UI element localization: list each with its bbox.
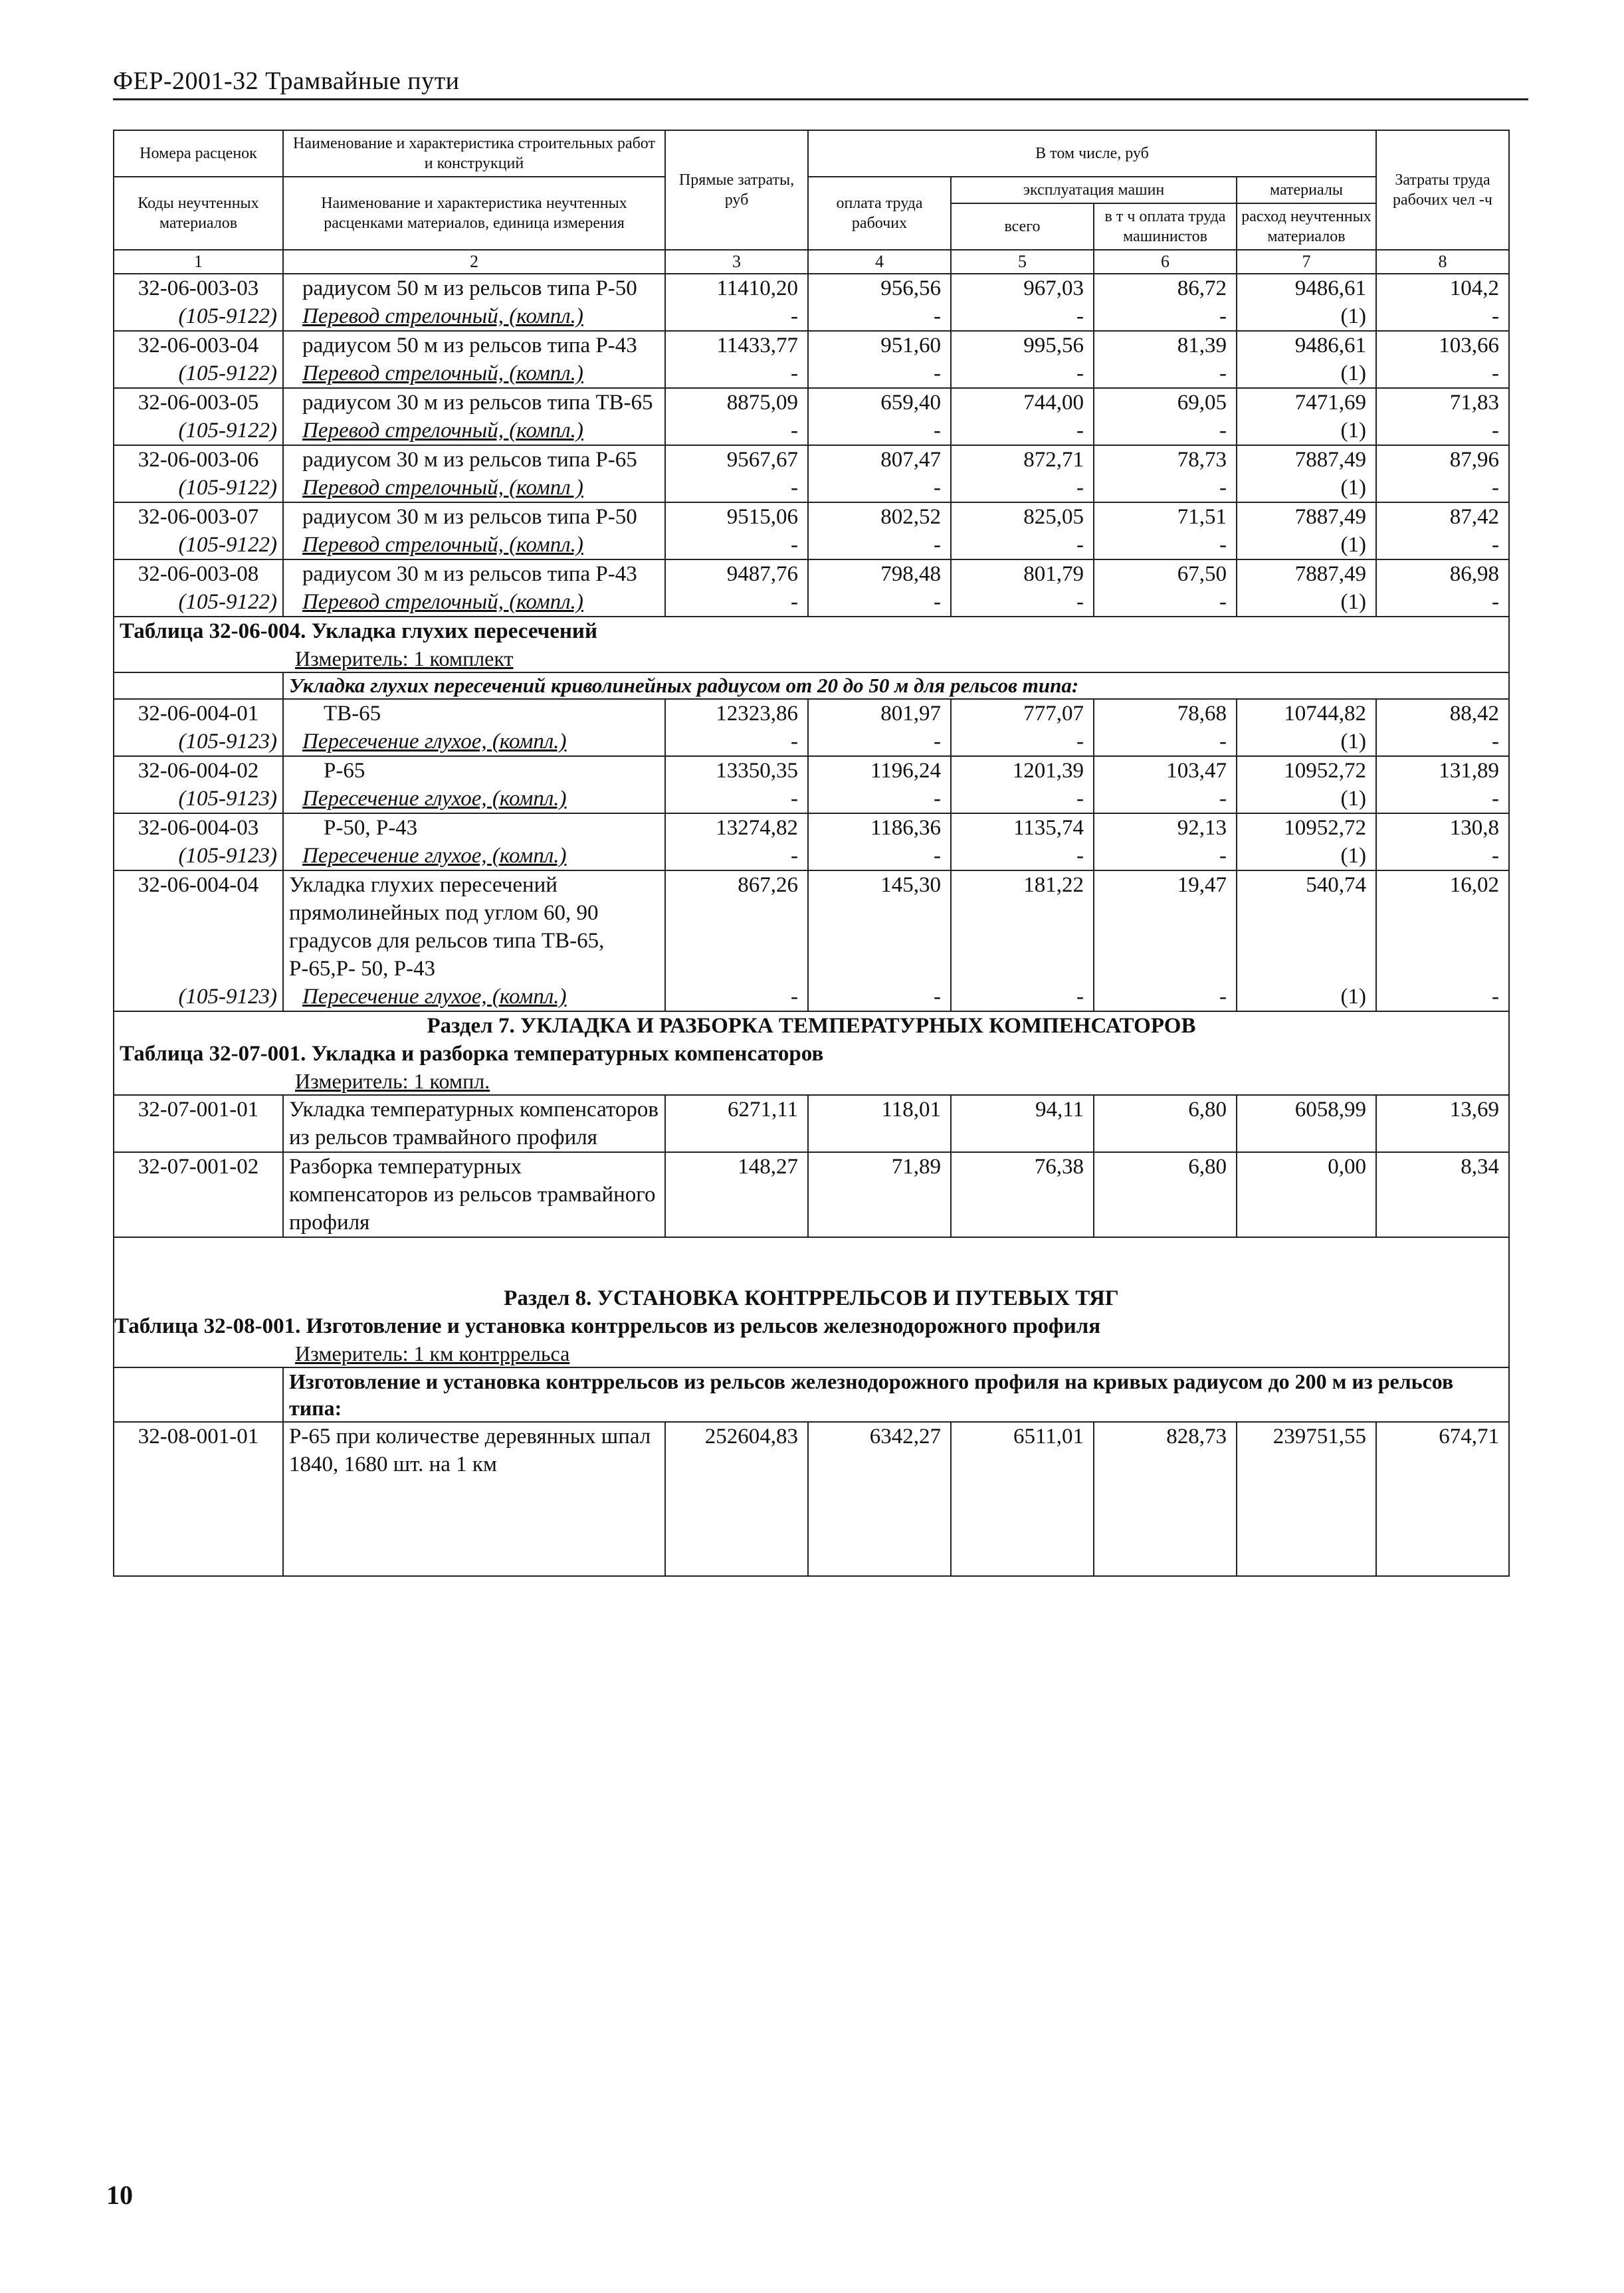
labor-cost: 801,97 <box>808 699 951 728</box>
material-hours: - <box>1376 785 1509 813</box>
direct-cost: 11410,20 <box>665 274 808 302</box>
material-row <box>114 302 1509 331</box>
material-code: (105-9123) <box>114 728 283 756</box>
machine-cost: 995,56 <box>951 331 1094 359</box>
machine-cost: 825,05 <box>951 502 1094 531</box>
material-description <box>283 588 665 617</box>
th-machine-total: всего <box>951 203 1094 250</box>
labor-cost: 798,48 <box>808 559 951 588</box>
rate-code: 32-07-001-01 <box>114 1095 283 1152</box>
table-row <box>114 1095 1509 1152</box>
materials-cost: 10744,82 <box>1237 699 1376 728</box>
material-driver: - <box>1094 417 1237 445</box>
material-direct: - <box>665 302 808 331</box>
col-number: 5 <box>951 250 1094 274</box>
materials-cost: 540,74 <box>1237 870 1376 983</box>
material-code: (105-9122) <box>114 474 283 502</box>
header-rule <box>113 98 1528 100</box>
work-description: Разборка температурных компенсаторов из рельсов трамвайного профиля <box>283 1152 665 1237</box>
table-row <box>114 870 1509 983</box>
materials-cost: 10952,72 <box>1237 756 1376 785</box>
labor-cost: 6342,27 <box>808 1422 951 1576</box>
material-direct: - <box>665 983 808 1011</box>
materials-cost: 239751,55 <box>1237 1422 1376 1576</box>
col-number: 1 <box>114 250 283 274</box>
materials-cost: 9486,61 <box>1237 274 1376 302</box>
material-direct: - <box>665 785 808 813</box>
subtitle-spacer <box>114 672 283 699</box>
machine-cost: 76,38 <box>951 1152 1094 1237</box>
material-hours: - <box>1376 359 1509 388</box>
labor-hours: 104,2 <box>1376 274 1509 302</box>
material-labor: - <box>808 983 951 1011</box>
direct-cost: 8875,09 <box>665 388 808 417</box>
col-number: 4 <box>808 250 951 274</box>
labor-hours: 131,89 <box>1376 756 1509 785</box>
machine-cost: 1201,39 <box>951 756 1094 785</box>
labor-hours: 130,8 <box>1376 813 1509 842</box>
material-description <box>283 474 665 502</box>
material-labor: - <box>808 474 951 502</box>
driver-cost: 92,13 <box>1094 813 1237 842</box>
th-work-name: Наименование и характеристика строительных работ и конструкций <box>283 130 665 177</box>
material-machine: - <box>951 983 1094 1011</box>
rate-code: 32-06-003-04 <box>114 331 283 359</box>
work-description: Р-65 <box>283 756 665 785</box>
measure-label: Измеритель: 1 км контррельса <box>295 1342 570 1365</box>
material-labor: - <box>808 842 951 870</box>
th-machine-operation: эксплуатация машин <box>951 177 1237 203</box>
materials-cost: 0,00 <box>1237 1152 1376 1237</box>
material-quantity: (1) <box>1237 359 1376 388</box>
work-description: радиусом 30 м из рельсов типа Р-65 <box>283 445 665 474</box>
subtitle-row <box>114 672 1509 699</box>
th-rate-number: Номера расценок <box>114 130 283 177</box>
material-machine: - <box>951 474 1094 502</box>
labor-hours: 71,83 <box>1376 388 1509 417</box>
machine-cost: 744,00 <box>951 388 1094 417</box>
th-materials: материалы <box>1237 177 1376 203</box>
material-row <box>114 983 1509 1011</box>
table-row <box>114 813 1509 842</box>
material-quantity: (1) <box>1237 728 1376 756</box>
material-direct: - <box>665 417 808 445</box>
materials-cost: 7887,49 <box>1237 502 1376 531</box>
material-driver: - <box>1094 785 1237 813</box>
measure-label: Измеритель: 1 компл. <box>295 1069 490 1093</box>
material-direct: - <box>665 842 808 870</box>
driver-cost: 67,50 <box>1094 559 1237 588</box>
measure-row <box>114 1340 1509 1367</box>
measure-row <box>114 645 1509 672</box>
work-description: радиусом 50 м из рельсов типа Р-50 <box>283 274 665 302</box>
material-name: Перевод стрелочный, (компл.) <box>302 361 583 385</box>
table-row <box>114 274 1509 302</box>
table-row <box>114 1422 1509 1576</box>
labor-cost: 1196,24 <box>808 756 951 785</box>
work-description: ТВ-65 <box>283 699 665 728</box>
labor-hours: 8,34 <box>1376 1152 1509 1237</box>
machine-cost: 967,03 <box>951 274 1094 302</box>
material-name: Пересечение глухое, (компл.) <box>302 844 567 868</box>
material-description <box>283 302 665 331</box>
material-machine: - <box>951 588 1094 617</box>
th-labor-hours: Затраты труда рабочих чел -ч <box>1376 130 1509 250</box>
driver-cost: 828,73 <box>1094 1422 1237 1576</box>
col-number: 2 <box>283 250 665 274</box>
material-hours: - <box>1376 983 1509 1011</box>
th-direct-costs: Прямые затраты, руб <box>665 130 808 250</box>
work-description: радиусом 50 м из рельсов типа Р-43 <box>283 331 665 359</box>
material-name: Перевод стрелочный, (компл.) <box>302 590 583 614</box>
material-description <box>283 785 665 813</box>
rate-code: 32-06-004-02 <box>114 756 283 785</box>
driver-cost: 69,05 <box>1094 388 1237 417</box>
labor-hours: 16,02 <box>1376 870 1509 983</box>
machine-cost: 872,71 <box>951 445 1094 474</box>
direct-cost: 867,26 <box>665 870 808 983</box>
table-row <box>114 388 1509 417</box>
material-description <box>283 359 665 388</box>
table-row <box>114 331 1509 359</box>
material-labor: - <box>808 785 951 813</box>
material-driver: - <box>1094 531 1237 559</box>
driver-cost: 86,72 <box>1094 274 1237 302</box>
material-direct: - <box>665 531 808 559</box>
labor-hours: 87,42 <box>1376 502 1509 531</box>
measure-label: Измеритель: 1 комплект <box>295 647 514 670</box>
material-code: (105-9122) <box>114 531 283 559</box>
labor-cost: 1186,36 <box>808 813 951 842</box>
machine-cost: 94,11 <box>951 1095 1094 1152</box>
machine-cost: 1135,74 <box>951 813 1094 842</box>
material-row <box>114 785 1509 813</box>
material-hours: - <box>1376 302 1509 331</box>
th-driver-wages: в т ч оплата труда машинистов <box>1094 203 1237 250</box>
labor-hours: 103,66 <box>1376 331 1509 359</box>
direct-cost: 252604,83 <box>665 1422 808 1576</box>
table-subtitle: Изготовление и установка контррельсов из рельсов железнодорожного профиля на кривых радиусом до 200 м из рельсов типа: <box>283 1367 1509 1422</box>
material-name: Перевод стрелочный, (компл.) <box>302 419 583 443</box>
material-row <box>114 531 1509 559</box>
material-labor: - <box>808 588 951 617</box>
labor-cost: 951,60 <box>808 331 951 359</box>
measure-cell <box>114 1068 1509 1095</box>
driver-cost: 6,80 <box>1094 1095 1237 1152</box>
material-code: (105-9122) <box>114 302 283 331</box>
material-driver: - <box>1094 983 1237 1011</box>
material-direct: - <box>665 588 808 617</box>
table-header <box>114 130 1509 274</box>
material-row <box>114 359 1509 388</box>
materials-cost: 7471,69 <box>1237 388 1376 417</box>
material-name: Пересечение глухое, (компл.) <box>302 985 567 1009</box>
page-number: 10 <box>106 2180 133 2210</box>
table-title-row <box>114 1312 1509 1340</box>
material-description <box>283 983 665 1011</box>
direct-cost: 6271,11 <box>665 1095 808 1152</box>
subtitle-row <box>114 1367 1509 1422</box>
material-code: (105-9122) <box>114 359 283 388</box>
material-machine: - <box>951 359 1094 388</box>
material-quantity: (1) <box>1237 417 1376 445</box>
table-title-row <box>114 617 1509 645</box>
page-header-title: ФЕР-2001-32 Трамвайные пути <box>113 67 460 95</box>
th-material-names: Наименование и характеристика неучтенных расценками материалов, единица измерения <box>283 177 665 250</box>
measure-cell <box>114 1340 1509 1367</box>
direct-cost: 13274,82 <box>665 813 808 842</box>
driver-cost: 19,47 <box>1094 870 1237 983</box>
machine-cost: 801,79 <box>951 559 1094 588</box>
material-labor: - <box>808 359 951 388</box>
measure-row <box>114 1068 1509 1095</box>
work-description: Укладка температурных компенсаторов из рельсов трамвайного профиля <box>283 1095 665 1152</box>
material-labor: - <box>808 531 951 559</box>
material-description <box>283 728 665 756</box>
material-code: (105-9123) <box>114 842 283 870</box>
work-description: радиусом 30 м из рельсов типа ТВ-65 <box>283 388 665 417</box>
material-quantity: (1) <box>1237 588 1376 617</box>
material-row <box>114 474 1509 502</box>
material-labor: - <box>808 302 951 331</box>
rate-code: 32-08-001-01 <box>114 1422 283 1576</box>
material-code: (105-9122) <box>114 588 283 617</box>
rate-code: 32-06-003-05 <box>114 388 283 417</box>
section-title-row <box>114 1237 1509 1312</box>
material-quantity: (1) <box>1237 531 1376 559</box>
material-name: Пересечение глухое, (компл.) <box>302 787 567 811</box>
material-code: (105-9123) <box>114 983 283 1011</box>
material-quantity: (1) <box>1237 842 1376 870</box>
material-driver: - <box>1094 302 1237 331</box>
col-number: 6 <box>1094 250 1237 274</box>
labor-hours: 86,98 <box>1376 559 1509 588</box>
material-name: Перевод стрелочный, (компл ) <box>302 476 583 500</box>
material-hours: - <box>1376 842 1509 870</box>
material-row <box>114 728 1509 756</box>
labor-cost: 956,56 <box>808 274 951 302</box>
material-row <box>114 417 1509 445</box>
table-row <box>114 445 1509 474</box>
section-title: Раздел 7. УКЛАДКА И РАЗБОРКА ТЕМПЕРАТУРНЫХ КОМПЕНСАТОРОВ <box>114 1011 1509 1040</box>
material-quantity: (1) <box>1237 474 1376 502</box>
th-material-codes: Коды неучтенных материалов <box>114 177 283 250</box>
material-code: (105-9123) <box>114 785 283 813</box>
driver-cost: 81,39 <box>1094 331 1237 359</box>
material-direct: - <box>665 474 808 502</box>
rate-code: 32-06-004-04 <box>114 870 283 983</box>
table-title: Таблица 32-06-004. Укладка глухих пересечений <box>114 617 1509 645</box>
direct-cost: 13350,35 <box>665 756 808 785</box>
material-name: Пересечение глухое, (компл.) <box>302 730 567 753</box>
material-driver: - <box>1094 588 1237 617</box>
driver-cost: 78,73 <box>1094 445 1237 474</box>
work-description: Р-50, Р-43 <box>283 813 665 842</box>
materials-cost: 7887,49 <box>1237 559 1376 588</box>
driver-cost: 103,47 <box>1094 756 1237 785</box>
materials-cost: 7887,49 <box>1237 445 1376 474</box>
table-subtitle: Укладка глухих пересечений криволинейных радиусом от 20 до 50 м для рельсов типа: <box>283 672 1509 699</box>
direct-cost: 9567,67 <box>665 445 808 474</box>
material-driver: - <box>1094 359 1237 388</box>
labor-cost: 659,40 <box>808 388 951 417</box>
driver-cost: 6,80 <box>1094 1152 1237 1237</box>
col-number: 8 <box>1376 250 1509 274</box>
labor-hours: 674,71 <box>1376 1422 1509 1576</box>
subtitle-spacer <box>114 1367 283 1422</box>
material-driver: - <box>1094 474 1237 502</box>
table-row <box>114 502 1509 531</box>
direct-cost: 148,27 <box>665 1152 808 1237</box>
material-description <box>283 531 665 559</box>
labor-hours: 87,96 <box>1376 445 1509 474</box>
material-description <box>283 842 665 870</box>
material-hours: - <box>1376 531 1509 559</box>
materials-cost: 6058,99 <box>1237 1095 1376 1152</box>
machine-cost: 181,22 <box>951 870 1094 983</box>
rate-code: 32-06-003-08 <box>114 559 283 588</box>
rate-code: 32-06-004-03 <box>114 813 283 842</box>
th-unaccounted-materials: расход неучтенных материалов <box>1237 203 1376 250</box>
table-row <box>114 1152 1509 1237</box>
material-machine: - <box>951 842 1094 870</box>
materials-cost: 9486,61 <box>1237 331 1376 359</box>
material-name: Перевод стрелочный, (компл.) <box>302 533 583 557</box>
col-number: 7 <box>1237 250 1376 274</box>
work-description: радиусом 30 м из рельсов типа Р-50 <box>283 502 665 531</box>
col-number: 3 <box>665 250 808 274</box>
material-description <box>283 417 665 445</box>
table-title: Таблица 32-08-001. Изготовление и установка контррельсов из рельсов железнодорожного профиля <box>114 1312 1509 1340</box>
labor-cost: 71,89 <box>808 1152 951 1237</box>
group-a-rows <box>114 274 1509 1576</box>
direct-cost: 9487,76 <box>665 559 808 588</box>
table-title-row <box>114 1040 1509 1068</box>
material-name: Перевод стрелочный, (компл.) <box>302 304 583 328</box>
section-title: Раздел 8. УСТАНОВКА КОНТРРЕЛЬСОВ И ПУТЕВЫХ ТЯГ <box>114 1237 1509 1312</box>
material-direct: - <box>665 728 808 756</box>
labor-hours: 88,42 <box>1376 699 1509 728</box>
material-row <box>114 842 1509 870</box>
labor-cost: 802,52 <box>808 502 951 531</box>
labor-cost: 807,47 <box>808 445 951 474</box>
material-labor: - <box>808 417 951 445</box>
work-description: радиусом 30 м из рельсов типа Р-43 <box>283 559 665 588</box>
material-hours: - <box>1376 728 1509 756</box>
table-title: Таблица 32-07-001. Укладка и разборка температурных компенсаторов <box>114 1040 1509 1068</box>
direct-cost: 12323,86 <box>665 699 808 728</box>
material-hours: - <box>1376 474 1509 502</box>
material-driver: - <box>1094 842 1237 870</box>
labor-cost: 145,30 <box>808 870 951 983</box>
driver-cost: 71,51 <box>1094 502 1237 531</box>
material-machine: - <box>951 728 1094 756</box>
material-machine: - <box>951 785 1094 813</box>
work-description: Р-65 при количестве деревянных шпал 1840, 1680 шт. на 1 км <box>283 1422 665 1576</box>
table-row <box>114 756 1509 785</box>
material-direct: - <box>665 359 808 388</box>
rate-code: 32-06-003-03 <box>114 274 283 302</box>
rates-table <box>113 130 1510 1577</box>
rate-code: 32-07-001-02 <box>114 1152 283 1237</box>
material-code: (105-9122) <box>114 417 283 445</box>
direct-cost: 11433,77 <box>665 331 808 359</box>
rate-code: 32-06-003-06 <box>114 445 283 474</box>
table-row <box>114 699 1509 728</box>
material-quantity: (1) <box>1237 983 1376 1011</box>
th-worker-wages: оплата труда рабочих <box>808 177 951 250</box>
machine-cost: 777,07 <box>951 699 1094 728</box>
material-labor: - <box>808 728 951 756</box>
direct-cost: 9515,06 <box>665 502 808 531</box>
rate-code: 32-06-004-01 <box>114 699 283 728</box>
material-driver: - <box>1094 728 1237 756</box>
material-machine: - <box>951 302 1094 331</box>
driver-cost: 78,68 <box>1094 699 1237 728</box>
rate-code: 32-06-003-07 <box>114 502 283 531</box>
table-row <box>114 559 1509 588</box>
section-title-row <box>114 1011 1509 1040</box>
material-quantity: (1) <box>1237 302 1376 331</box>
material-row <box>114 588 1509 617</box>
material-hours: - <box>1376 417 1509 445</box>
materials-cost: 10952,72 <box>1237 813 1376 842</box>
labor-hours: 13,69 <box>1376 1095 1509 1152</box>
material-hours: - <box>1376 588 1509 617</box>
material-machine: - <box>951 417 1094 445</box>
machine-cost: 6511,01 <box>951 1422 1094 1576</box>
material-machine: - <box>951 531 1094 559</box>
th-group-including: В том числе, руб <box>808 130 1376 177</box>
labor-cost: 118,01 <box>808 1095 951 1152</box>
measure-cell <box>114 645 1509 672</box>
material-quantity: (1) <box>1237 785 1376 813</box>
work-description: Укладка глухих пересечений прямолинейных под углом 60, 90 градусов для рельсов типа ТВ-65, Р-65,Р- 50, Р-43 <box>283 870 665 983</box>
